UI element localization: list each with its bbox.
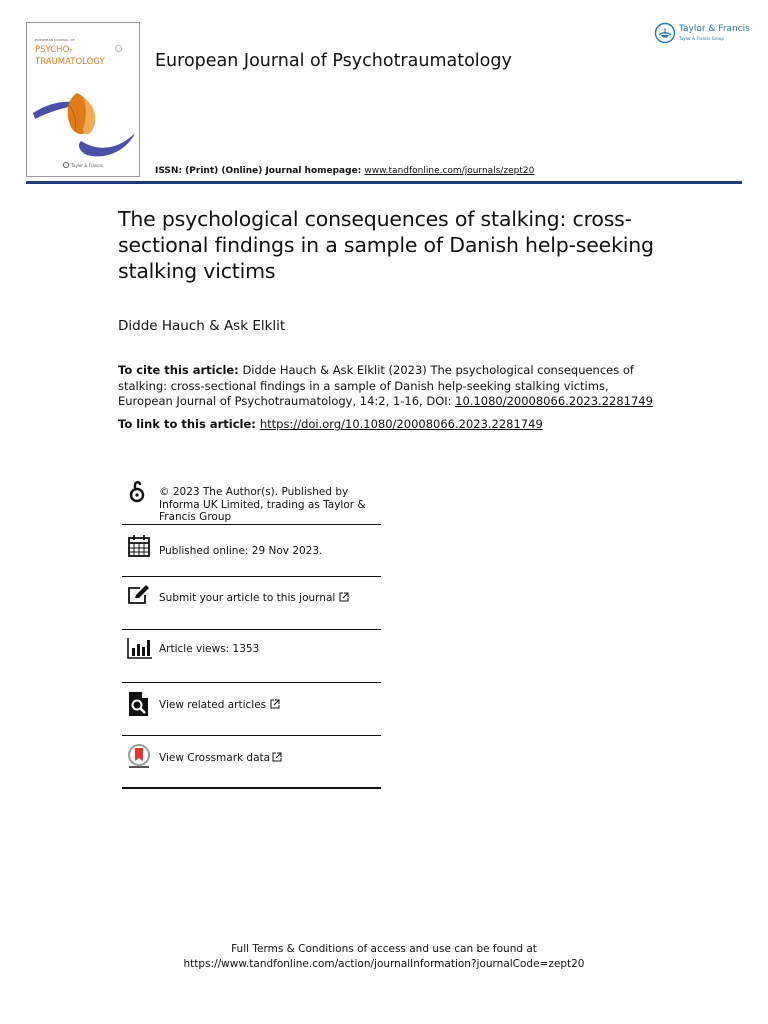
cover-title-line1: PSYCHO- [35,45,73,55]
calendar-icon [126,533,152,559]
citation [118,363,658,410]
journal-title: European Journal of Psychotraumatology [155,51,512,71]
issn-text: ISSN: (Print) (Online) Journal homepage: [155,166,365,176]
crossmark-link[interactable] [159,752,282,765]
edit-icon [126,583,152,609]
issn-line [155,166,534,176]
license-row [122,478,381,525]
published-row [122,525,381,577]
crossmark-row[interactable] [122,736,381,789]
related-articles-link[interactable] [159,699,280,712]
taylor-francis-logo[interactable] [654,22,750,48]
related-label: View related articles [159,699,267,711]
crossmark-label: View Crossmark data [159,752,271,764]
cover-open-access-icon [115,45,122,52]
published-date: Published online: 29 Nov 2023. [159,545,323,557]
cover-caption: EUROPEAN JOURNAL OF [35,38,75,42]
article-link [118,417,543,431]
link-label: To link to this article: [118,417,256,431]
external-link-icon [272,752,282,762]
cover-artwork [31,85,137,167]
article-views: Article views: 1353 [159,643,260,655]
header-divider [26,181,742,184]
cite-text: Didde Hauch & Ask Elklit (2023) The psychological consequences of stalking: cross-sectional findings in a sample of Danish help-seeking stalking victims, European Journal of Psychotraumatology, 14:2, 1-16, DOI: [118,363,634,408]
terms-text: Full Terms & Conditions of access and use can be found at [231,943,537,955]
cite-label: To cite this article: [118,363,239,377]
journal-homepage-link[interactable]: www.tandfonline.com/journals/zept20 [364,166,535,176]
article-title: The psychological consequences of stalking: cross-sectional findings in a sample of Danish help-seeking stalking victims [118,207,654,283]
article-authors: Didde Hauch & Ask Elklit [118,318,286,334]
terms-footer [0,942,768,972]
article-doi-link[interactable]: https://doi.org/10.1080/20008066.2023.2281749 [259,417,543,431]
journal-cover [26,22,140,177]
terms-url[interactable]: https://www.tandfonline.com/action/journalInformation?journalCode=zept20 [183,958,585,970]
cite-doi-link[interactable]: 10.1080/20008066.2023.2281749 [455,394,653,408]
external-link-icon [339,592,349,602]
taylor-francis-logo-icon [654,22,676,44]
submit-row[interactable] [122,577,381,630]
external-link-icon [270,699,280,709]
publisher-group: Taylor & Francis Group [679,36,724,41]
document-search-icon [126,691,152,717]
views-row [122,630,381,683]
cover-publisher: Taylor & Francis [27,162,139,168]
license-text: © 2023 The Author(s). Published by Informa UK Limited, trading as Taylor & Francis Group [159,486,366,523]
submit-article-link[interactable] [159,592,349,605]
crossmark-icon [126,744,152,770]
open-access-icon [126,479,152,505]
article-info-list [122,478,382,789]
bar-chart-icon [126,636,152,662]
submit-label: Submit your article to this journal [159,592,336,604]
related-row[interactable] [122,683,381,736]
cover-title-line2: TRAUMATOLOGY [35,57,105,67]
publisher-name: Taylor & Francis [679,24,750,34]
